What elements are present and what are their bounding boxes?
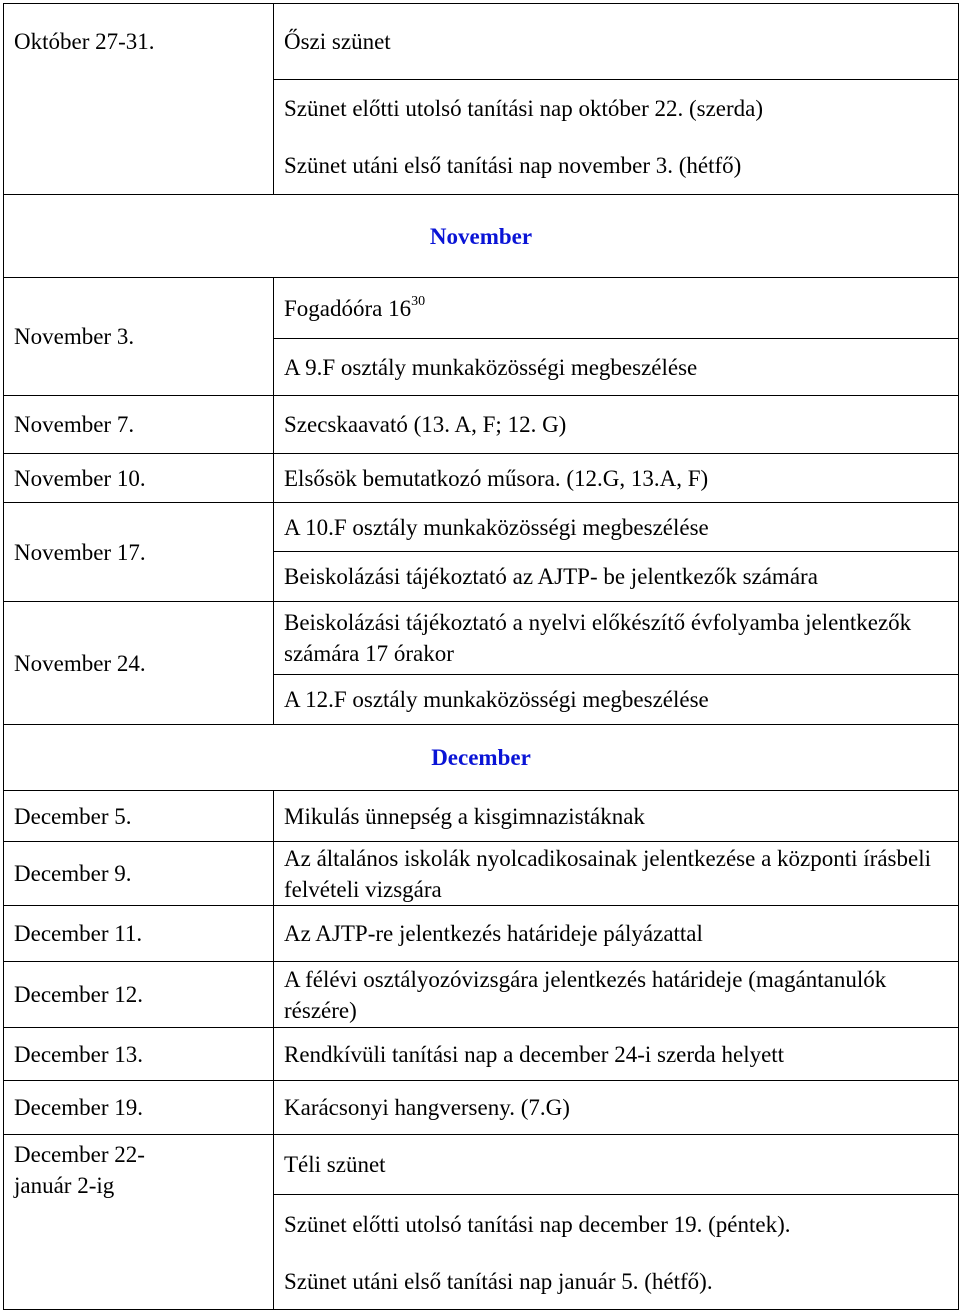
- event-cell: Őszi szünet: [274, 4, 959, 80]
- event-cell: A 12.F osztály munkaközösségi megbeszélése: [274, 675, 959, 725]
- date-cell: November 24.: [4, 602, 274, 725]
- table-row: [4, 396, 959, 454]
- event-cell: Az általános iskolák nyolcadikosainak jelentkezése a központi írásbeli felvételi vizsgára: [274, 842, 959, 906]
- table-row: [4, 503, 959, 552]
- date-cell: November 7.: [4, 396, 274, 454]
- event-cell: Beiskolázási tájékoztató az AJTP- be jelentkezők számára: [274, 552, 959, 602]
- date-cell: Október 27-31.: [4, 4, 274, 195]
- date-cell: December 13.: [4, 1028, 274, 1081]
- table-row: [4, 278, 959, 339]
- event-cell: Téli szünet: [274, 1135, 959, 1195]
- month-title-december: December: [4, 725, 959, 791]
- month-title-november: November: [4, 195, 959, 278]
- event-cell: Mikulás ünnepség a kisgimnazistáknak: [274, 791, 959, 842]
- date-cell: December 22- január 2-ig: [4, 1135, 274, 1310]
- event-cell: Beiskolázási tájékoztató a nyelvi előkészítő évfolyamba jelentkezők számára 17 órakor: [274, 602, 959, 675]
- table-row: [4, 1081, 959, 1135]
- table-row: [4, 962, 959, 1028]
- calendar-table: [3, 3, 959, 1310]
- event-cell: A 10.F osztály munkaközösségi megbeszélése: [274, 503, 959, 552]
- table-row: [4, 1028, 959, 1081]
- date-cell: December 12.: [4, 962, 274, 1028]
- table-row: [4, 906, 959, 962]
- event-cell: [274, 278, 959, 339]
- note-cell: Szünet utáni első tanítási nap január 5. (hétfő).: [274, 1254, 959, 1310]
- table-row: [4, 4, 959, 80]
- date-cell: November 17.: [4, 503, 274, 602]
- event-cell: A félévi osztályozóvizsgára jelentkezés határideje (magántanulók részére): [274, 962, 959, 1028]
- note-cell: Szünet előtti utolsó tanítási nap október 22. (szerda): [274, 80, 959, 138]
- date-cell: November 10.: [4, 454, 274, 503]
- event-text: Fogadóóra 16: [284, 295, 412, 321]
- month-header-row: [4, 195, 959, 278]
- table-row: [4, 454, 959, 503]
- table-row: [4, 842, 959, 906]
- event-cell: Elsősök bemutatkozó műsora. (12.G, 13.A, F): [274, 454, 959, 503]
- time-superscript: 30: [411, 293, 426, 309]
- event-cell: Rendkívüli tanítási nap a december 24-i szerda helyett: [274, 1028, 959, 1081]
- date-cell: December 9.: [4, 842, 274, 906]
- event-cell: Karácsonyi hangverseny. (7.G): [274, 1081, 959, 1135]
- month-header-row: [4, 725, 959, 791]
- table-row: [4, 791, 959, 842]
- table-row: [4, 602, 959, 675]
- event-cell: Az AJTP-re jelentkezés határideje pályázattal: [274, 906, 959, 962]
- date-cell: November 3.: [4, 278, 274, 396]
- date-cell: December 11.: [4, 906, 274, 962]
- note-cell: Szünet utáni első tanítási nap november 3. (hétfő): [274, 138, 959, 195]
- note-cell: Szünet előtti utolsó tanítási nap december 19. (péntek).: [274, 1195, 959, 1254]
- date-cell: December 19.: [4, 1081, 274, 1135]
- date-cell: December 5.: [4, 791, 274, 842]
- event-cell: Szecskaavató (13. A, F; 12. G): [274, 396, 959, 454]
- table-row: [4, 1135, 959, 1195]
- event-cell: A 9.F osztály munkaközösségi megbeszélése: [274, 339, 959, 396]
